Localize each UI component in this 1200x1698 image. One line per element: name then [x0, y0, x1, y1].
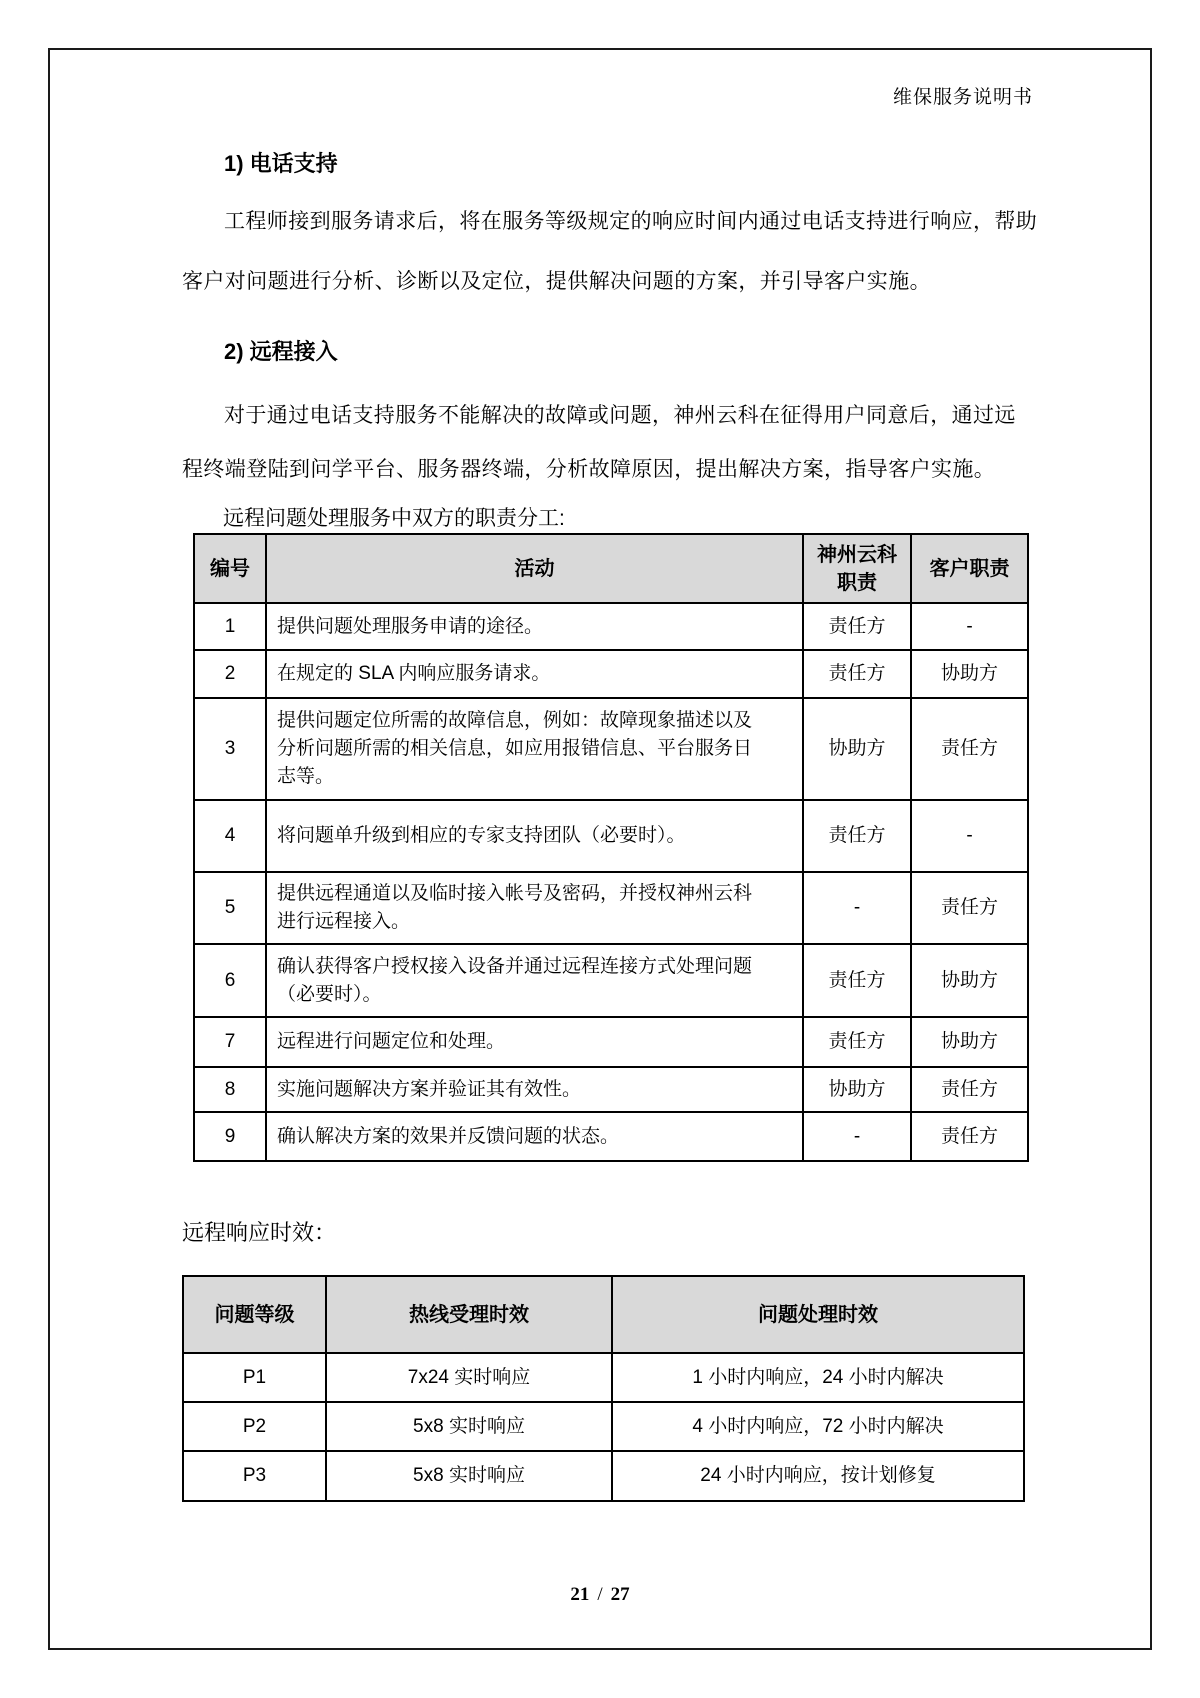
paragraph-1-line-1: 工程师接到服务请求后，将在服务等级规定的响应时间内通过电话支持进行响应，帮助 [224, 210, 1038, 233]
table-cell-line: - [966, 615, 973, 637]
table-cell-line: P2 [242, 1415, 267, 1437]
table-cell-line: 5x8 实时响应 [413, 1415, 525, 1437]
table-cell [267, 1018, 804, 1066]
table-cell [613, 1354, 1023, 1401]
table-cell-line: 活动 [514, 557, 555, 580]
table-header-row [195, 535, 1027, 604]
table-row [195, 1068, 1027, 1113]
table-cell [267, 604, 804, 649]
table-cell-line: 远程进行问题定位和处理。 [277, 1031, 506, 1052]
table-cell [327, 1452, 613, 1500]
table-cell [267, 699, 804, 799]
table-cell-line: 责任方 [940, 738, 998, 759]
table-cell-line: 2 [224, 663, 236, 684]
table-cell-line: 提供问题定位所需的故障信息，例如：故障现象描述以及 [277, 710, 753, 731]
table-row [195, 945, 1027, 1018]
paragraph-2-line-1: 对于通过电话支持服务不能解决的故障或问题，神州云科在征得用户同意后，通过远 [224, 404, 1016, 427]
table-cell [195, 1113, 267, 1160]
table-cell-line: 确认获得客户授权接入设备并通过远程连接方式处理问题 [277, 955, 753, 977]
page-footer [0, 1584, 1200, 1606]
table-row [184, 1403, 1023, 1452]
table-cell [912, 873, 1027, 943]
table-cell-line: - [853, 1125, 861, 1147]
table-row [195, 1113, 1027, 1160]
table-cell [267, 945, 804, 1016]
table-header-row [184, 1277, 1023, 1354]
table-cell [804, 1018, 912, 1066]
footer-page-number: 21 [570, 1584, 590, 1605]
table-cell [184, 1403, 327, 1450]
table-cell [613, 1452, 1023, 1500]
section-2-heading: 2) 远程接入 [224, 339, 338, 364]
table-cell-line: 9 [224, 1125, 236, 1147]
table-cell [267, 651, 804, 697]
table-cell [184, 1354, 327, 1401]
table-cell-line: P3 [242, 1465, 267, 1486]
footer-separator: / [597, 1584, 603, 1605]
table-cell [613, 1403, 1023, 1450]
table-cell-line: 客户职责 [929, 557, 1010, 580]
sla-table [182, 1275, 1025, 1502]
table-cell [195, 1068, 267, 1111]
table-cell-line: 编号 [210, 557, 250, 580]
section-1-heading: 1) 电话支持 [224, 151, 338, 176]
table-cell [267, 1113, 804, 1160]
table-cell-line: 协助方 [828, 1078, 886, 1100]
table-cell [195, 801, 267, 871]
table-cell-line: 责任方 [828, 969, 886, 991]
table-cell-line: 5x8 实时响应 [413, 1465, 525, 1486]
table-cell-line: 提供问题处理服务申请的途径。 [277, 615, 544, 637]
table-cell-line: 1 [224, 615, 236, 637]
table-cell [912, 699, 1027, 799]
table-cell-line: - [853, 897, 861, 918]
footer-total-pages: 27 [610, 1584, 630, 1605]
table-cell [267, 1068, 804, 1111]
table-cell-line: 8 [224, 1078, 236, 1100]
table-cell [912, 1018, 1027, 1066]
table-cell-line: 责任方 [828, 615, 886, 637]
table-cell-line: 24 小时内响应，按计划修复 [700, 1465, 936, 1486]
table-cell-line: 热线受理时效 [409, 1303, 529, 1326]
table-cell [195, 651, 267, 697]
table-row [195, 604, 1027, 651]
sla-label: 远程响应时效： [182, 1220, 337, 1245]
table-cell [804, 945, 912, 1016]
table-header-cell [912, 535, 1027, 602]
table-cell-line: 志等。 [277, 766, 335, 787]
table-cell [912, 651, 1027, 697]
table-header-cell [327, 1277, 613, 1352]
table-cell-line: 5 [224, 897, 236, 918]
table-row [184, 1452, 1023, 1500]
table-row [195, 801, 1027, 873]
table-header-cell [804, 535, 912, 602]
table-cell-line: 责任方 [940, 897, 998, 918]
table-cell [804, 604, 912, 649]
table-cell-line: （必要时）。 [277, 983, 382, 1005]
table-cell-line: 进行远程接入。 [277, 911, 411, 932]
table-cell [804, 699, 912, 799]
responsibility-table-intro: 远程问题处理服务中双方的职责分工: [223, 507, 565, 530]
table-header-cell [613, 1277, 1023, 1352]
table-cell [804, 801, 912, 871]
table-cell-line: 将问题单升级到相应的专家支持团队（必要时）。 [277, 825, 686, 846]
table-cell [912, 801, 1027, 871]
table-cell-line: 协助方 [940, 1031, 998, 1052]
table-cell-line: 责任方 [828, 825, 886, 846]
table-cell [267, 873, 804, 943]
table-cell [267, 801, 804, 871]
table-cell [912, 604, 1027, 649]
table-cell-line: 7 [224, 1031, 236, 1052]
table-header-cell [195, 535, 267, 602]
table-row [195, 699, 1027, 801]
table-cell [804, 1068, 912, 1111]
table-cell-line: 协助方 [940, 969, 998, 991]
table-row [195, 651, 1027, 699]
table-cell-line: 7x24 实时响应 [407, 1366, 531, 1388]
table-cell-line: 实施问题解决方案并验证其有效性。 [277, 1078, 582, 1100]
table-cell-line: 职责 [837, 571, 877, 594]
table-cell-line: 问题处理时效 [758, 1303, 878, 1326]
table-cell-line: 提供远程通道以及临时接入帐号及密码，并授权神州云科 [277, 883, 753, 904]
table-cell [195, 604, 267, 649]
table-cell-line: 分析问题所需的相关信息，如应用报错信息、平台服务日 [277, 738, 753, 759]
table-cell-line: P1 [242, 1366, 267, 1388]
paragraph-1-line-2: 客户对问题进行分析、诊断以及定位，提供解决问题的方案，并引导客户实施。 [182, 270, 931, 293]
table-cell [912, 945, 1027, 1016]
table-cell [804, 651, 912, 697]
table-cell [184, 1452, 327, 1500]
table-cell-line: 协助方 [828, 738, 886, 759]
table-cell-line: 协助方 [940, 663, 998, 684]
table-cell [912, 1113, 1027, 1160]
table-cell-line: 责任方 [828, 1031, 886, 1052]
table-cell [195, 873, 267, 943]
table-cell [912, 1068, 1027, 1111]
table-cell [195, 699, 267, 799]
table-cell-line: 1 小时内响应，24 小时内解决 [692, 1366, 944, 1388]
table-cell-line: - [966, 825, 973, 846]
responsibility-table [193, 533, 1029, 1162]
table-header-cell [184, 1277, 327, 1352]
table-cell-line: 4 [224, 825, 236, 846]
table-row [195, 1018, 1027, 1068]
table-cell-line: 问题等级 [214, 1303, 295, 1326]
table-row [195, 873, 1027, 945]
table-cell [195, 945, 267, 1016]
table-cell-line: 责任方 [940, 1125, 998, 1147]
table-cell [195, 1018, 267, 1066]
table-cell-line: 6 [224, 969, 236, 991]
table-cell [327, 1354, 613, 1401]
paragraph-2-line-2: 程终端登陆到问学平台、服务器终端，分析故障原因，提出解决方案，指导客户实施。 [182, 458, 996, 481]
table-cell-line: 责任方 [940, 1078, 998, 1100]
table-cell-line: 确认解决方案的效果并反馈问题的状态。 [277, 1125, 620, 1147]
table-cell [804, 1113, 912, 1160]
table-header-cell [267, 535, 804, 602]
table-cell [327, 1403, 613, 1450]
table-cell [804, 873, 912, 943]
table-cell-line: 责任方 [828, 663, 886, 684]
table-cell-line: 4 小时内响应，72 小时内解决 [692, 1415, 944, 1437]
table-cell-line: 在规定的 SLA 内响应服务请求。 [277, 663, 551, 684]
table-cell-line: 3 [224, 738, 236, 759]
table-row [184, 1354, 1023, 1403]
table-cell-line: 神州云科 [817, 543, 897, 566]
doc-header-title: 维保服务说明书 [893, 87, 1034, 108]
